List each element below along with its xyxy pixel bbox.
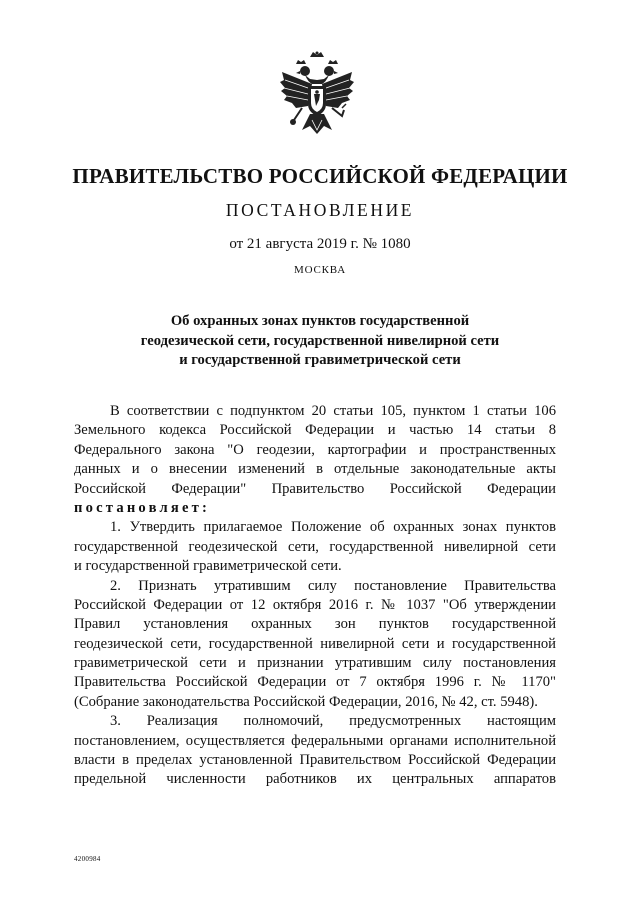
body-line: геодезической сети, государственной нивелирной сети и государственной bbox=[74, 635, 556, 652]
body-line: предельной численности работников их центральных аппаратов bbox=[74, 771, 556, 788]
body-line: Правил установления охранных зон пунктов государственной bbox=[74, 616, 556, 633]
body-line: Российской Федерации" Правительство Российской Федерации bbox=[74, 480, 556, 497]
title-line: геодезической сети, государственной нивелирной сети bbox=[140, 332, 500, 349]
body-line: 2. Признать утратившим силу постановление Правительства bbox=[110, 577, 556, 594]
body-line-resolves: постановляет: bbox=[74, 499, 211, 516]
body-line: и государственной гравиметрической сети. bbox=[74, 558, 342, 575]
body-line: постановлением, осуществляется федеральными органами исполнительной bbox=[74, 732, 556, 749]
government-heading: ПРАВИТЕЛЬСТВО РОССИЙСКОЙ ФЕДЕРАЦИИ bbox=[72, 164, 568, 188]
city: МОСКВА bbox=[294, 264, 346, 276]
document-type: ПОСТАНОВЛЕНИЕ bbox=[225, 200, 415, 220]
body-line: В соответствии с подпунктом 20 статьи 105, пунктом 1 статьи 106 bbox=[110, 403, 556, 419]
title-line: и государственной гравиметрической сети bbox=[179, 352, 461, 368]
body-line: власти в пределах установленной Правительством Российской Федерации bbox=[74, 752, 556, 769]
coat-of-arms-icon bbox=[272, 50, 362, 140]
body-line: 1. Утвердить прилагаемое Положение об охранных зонах пунктов bbox=[110, 519, 556, 536]
document-title bbox=[0, 312, 640, 371]
title-line: Об охранных зонах пунктов государственной bbox=[170, 313, 470, 329]
document-code: 4200984 bbox=[74, 855, 101, 863]
body-line: 3. Реализация полномочий, предусмотренных настоящим bbox=[110, 713, 556, 730]
document-body bbox=[74, 402, 556, 790]
date-and-number: от 21 августа 2019 г. № 1080 bbox=[229, 236, 411, 252]
body-line: Федерального закона "О геодезии, картографии и пространственных bbox=[74, 441, 556, 458]
body-line: Земельного кодекса Российской Федерации и частью 14 статьи 8 bbox=[74, 422, 556, 439]
body-line: (Собрание законодательства Российской Федерации, 2016, № 42, ст. 5948). bbox=[74, 693, 538, 710]
body-line: данных и о внесении изменений в отдельные законодательные акты bbox=[74, 461, 556, 478]
body-line: Российской Федерации от 12 октября 2016 г. № 1037 "Об утверждении bbox=[74, 596, 556, 613]
body-line: Правительства Российской Федерации от 7 октября 1996 г. № 1170" bbox=[74, 674, 556, 691]
body-line: гравиметрической сети и признании утратившим силу постановления bbox=[74, 655, 556, 672]
body-line: государственной геодезической сети, государственной нивелирной сети bbox=[74, 538, 556, 555]
